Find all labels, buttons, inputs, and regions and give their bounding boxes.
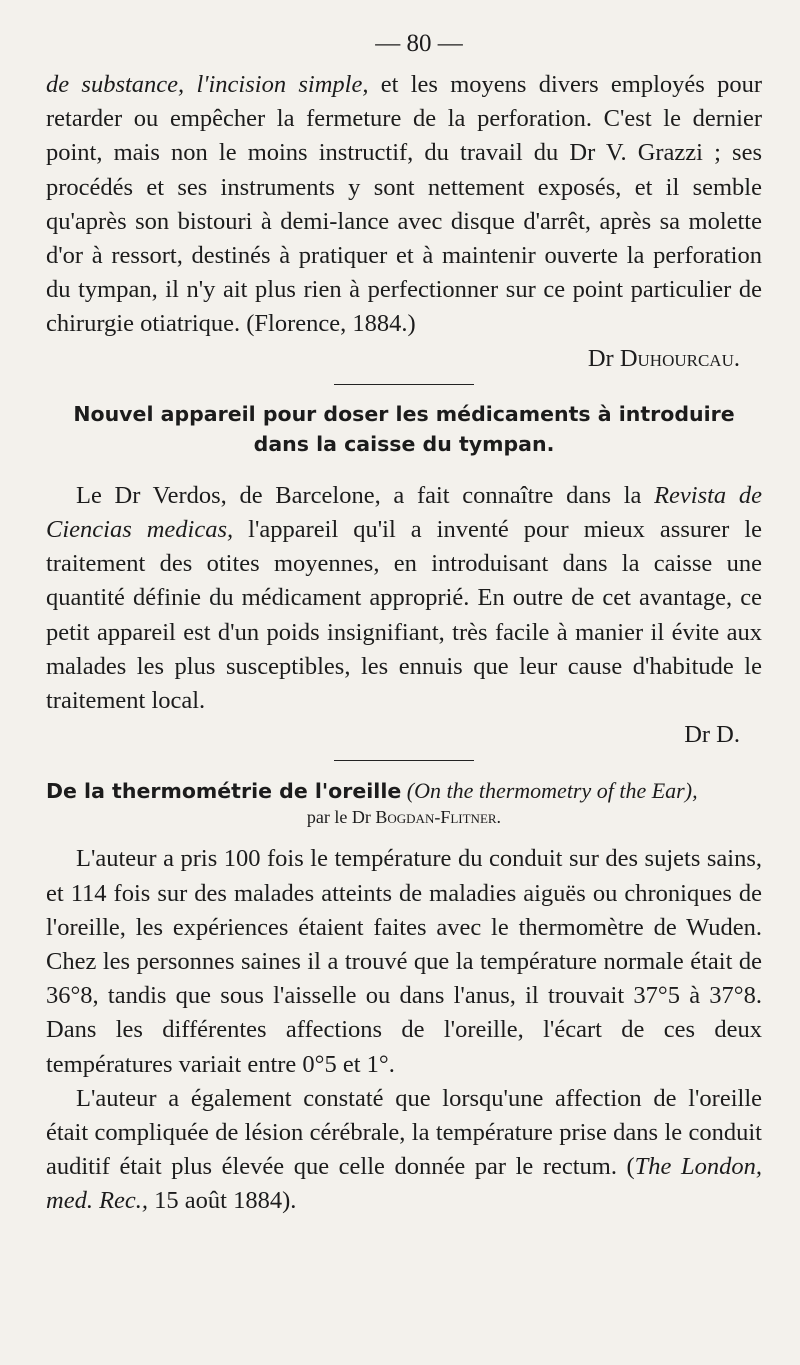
signature-duhourcau: [46, 342, 762, 376]
signature-d: Dr D.: [684, 721, 740, 749]
article-heading-thermometrie: [46, 775, 762, 807]
article-heading-appareil: Nouvel appareil pour doser les médicaments à introduire dans la caisse du tympan.: [73, 401, 735, 456]
journal-citation: The London, med. Rec.,: [46, 1153, 762, 1215]
byline-name: Bogdan-Flitner.: [375, 807, 502, 828]
signature-name: Duhourcau.: [619, 344, 740, 372]
section-divider: [334, 760, 474, 761]
heading-english: (On the thermometry of the Ear),: [406, 778, 698, 804]
page-number: — 80 —: [375, 30, 463, 57]
paragraph-lesion: [46, 1082, 762, 1219]
journal-title: Revista de Ciencias medicas,: [46, 481, 762, 544]
paragraph-temperature: L'auteur a pris 100 fois le température du conduit sur des sujets sains, et 114 fois sur des malades atteints de maladies aiguës ou chroniques de l'oreille, les expériences étaient faites avec le thermomètre de Wuden. Chez les personnes saines il a trouvé que la température normale était de 36°8, tandis que sous l'aisselle ou dans l'anus, il trouvait 37°5 à 37°8. Dans les différentes affections de l'oreille, l'écart de ces deux températures variait entre 0°5 et 1°.: [46, 845, 762, 1078]
byline-prefix: par le Dr: [306, 807, 371, 828]
heading-french: De la thermométrie de l'oreille: [46, 779, 402, 804]
paragraph-text: et les moyens divers employés pour retarder ou empêcher la fermeture de la perforation. C'est le dernier point, mais non le moins instructif, du travail du Dr V. Grazzi ; ses procédés et ses instruments y sont nettement exposés, et il semble qu'après son bistouri à demi-lance avec disque d'arrêt, après sa molette d'or à ressort, destinés à pratiquer et à maintenir ouverte la perforation du tympan, il n'y ait plus rien à perfectionner sur ce point particulier de chirurgie otiatrique. (Florence, 1884.): [46, 71, 763, 338]
paragraph-text: Le Dr Verdos, de Barcelone, a fait connaître dans la: [76, 481, 655, 509]
section-divider: [334, 384, 474, 385]
byline: [46, 807, 762, 828]
paragraph-grazzi: [46, 68, 762, 342]
paragraph-text: 15 août 1884).: [148, 1187, 297, 1215]
paragraph-text: l'appareil qu'il a inventé pour mieux assurer le traitement des otites moyennes, en introduisant dans la caisse une quantité définie du médicament approprié. En outre de cet avantage, ce petit appareil est d'un poids insignifiant, très facile à manier il évite aux malades les plus susceptibles, les ennuis que leur cause d'habitude le traitement local.: [46, 516, 762, 715]
paragraph-verdos: [46, 479, 762, 718]
italic-phrase: de substance, l'incision simple,: [46, 71, 369, 98]
paragraph-text: L'auteur a également constaté que lorsqu'une affection de l'oreille était compliquée de lésion cérébrale, la température prise dans le conduit auditif était plus élevée que celle donnée par le rectum. (: [46, 1084, 762, 1181]
signature-prefix: Dr: [587, 344, 614, 372]
